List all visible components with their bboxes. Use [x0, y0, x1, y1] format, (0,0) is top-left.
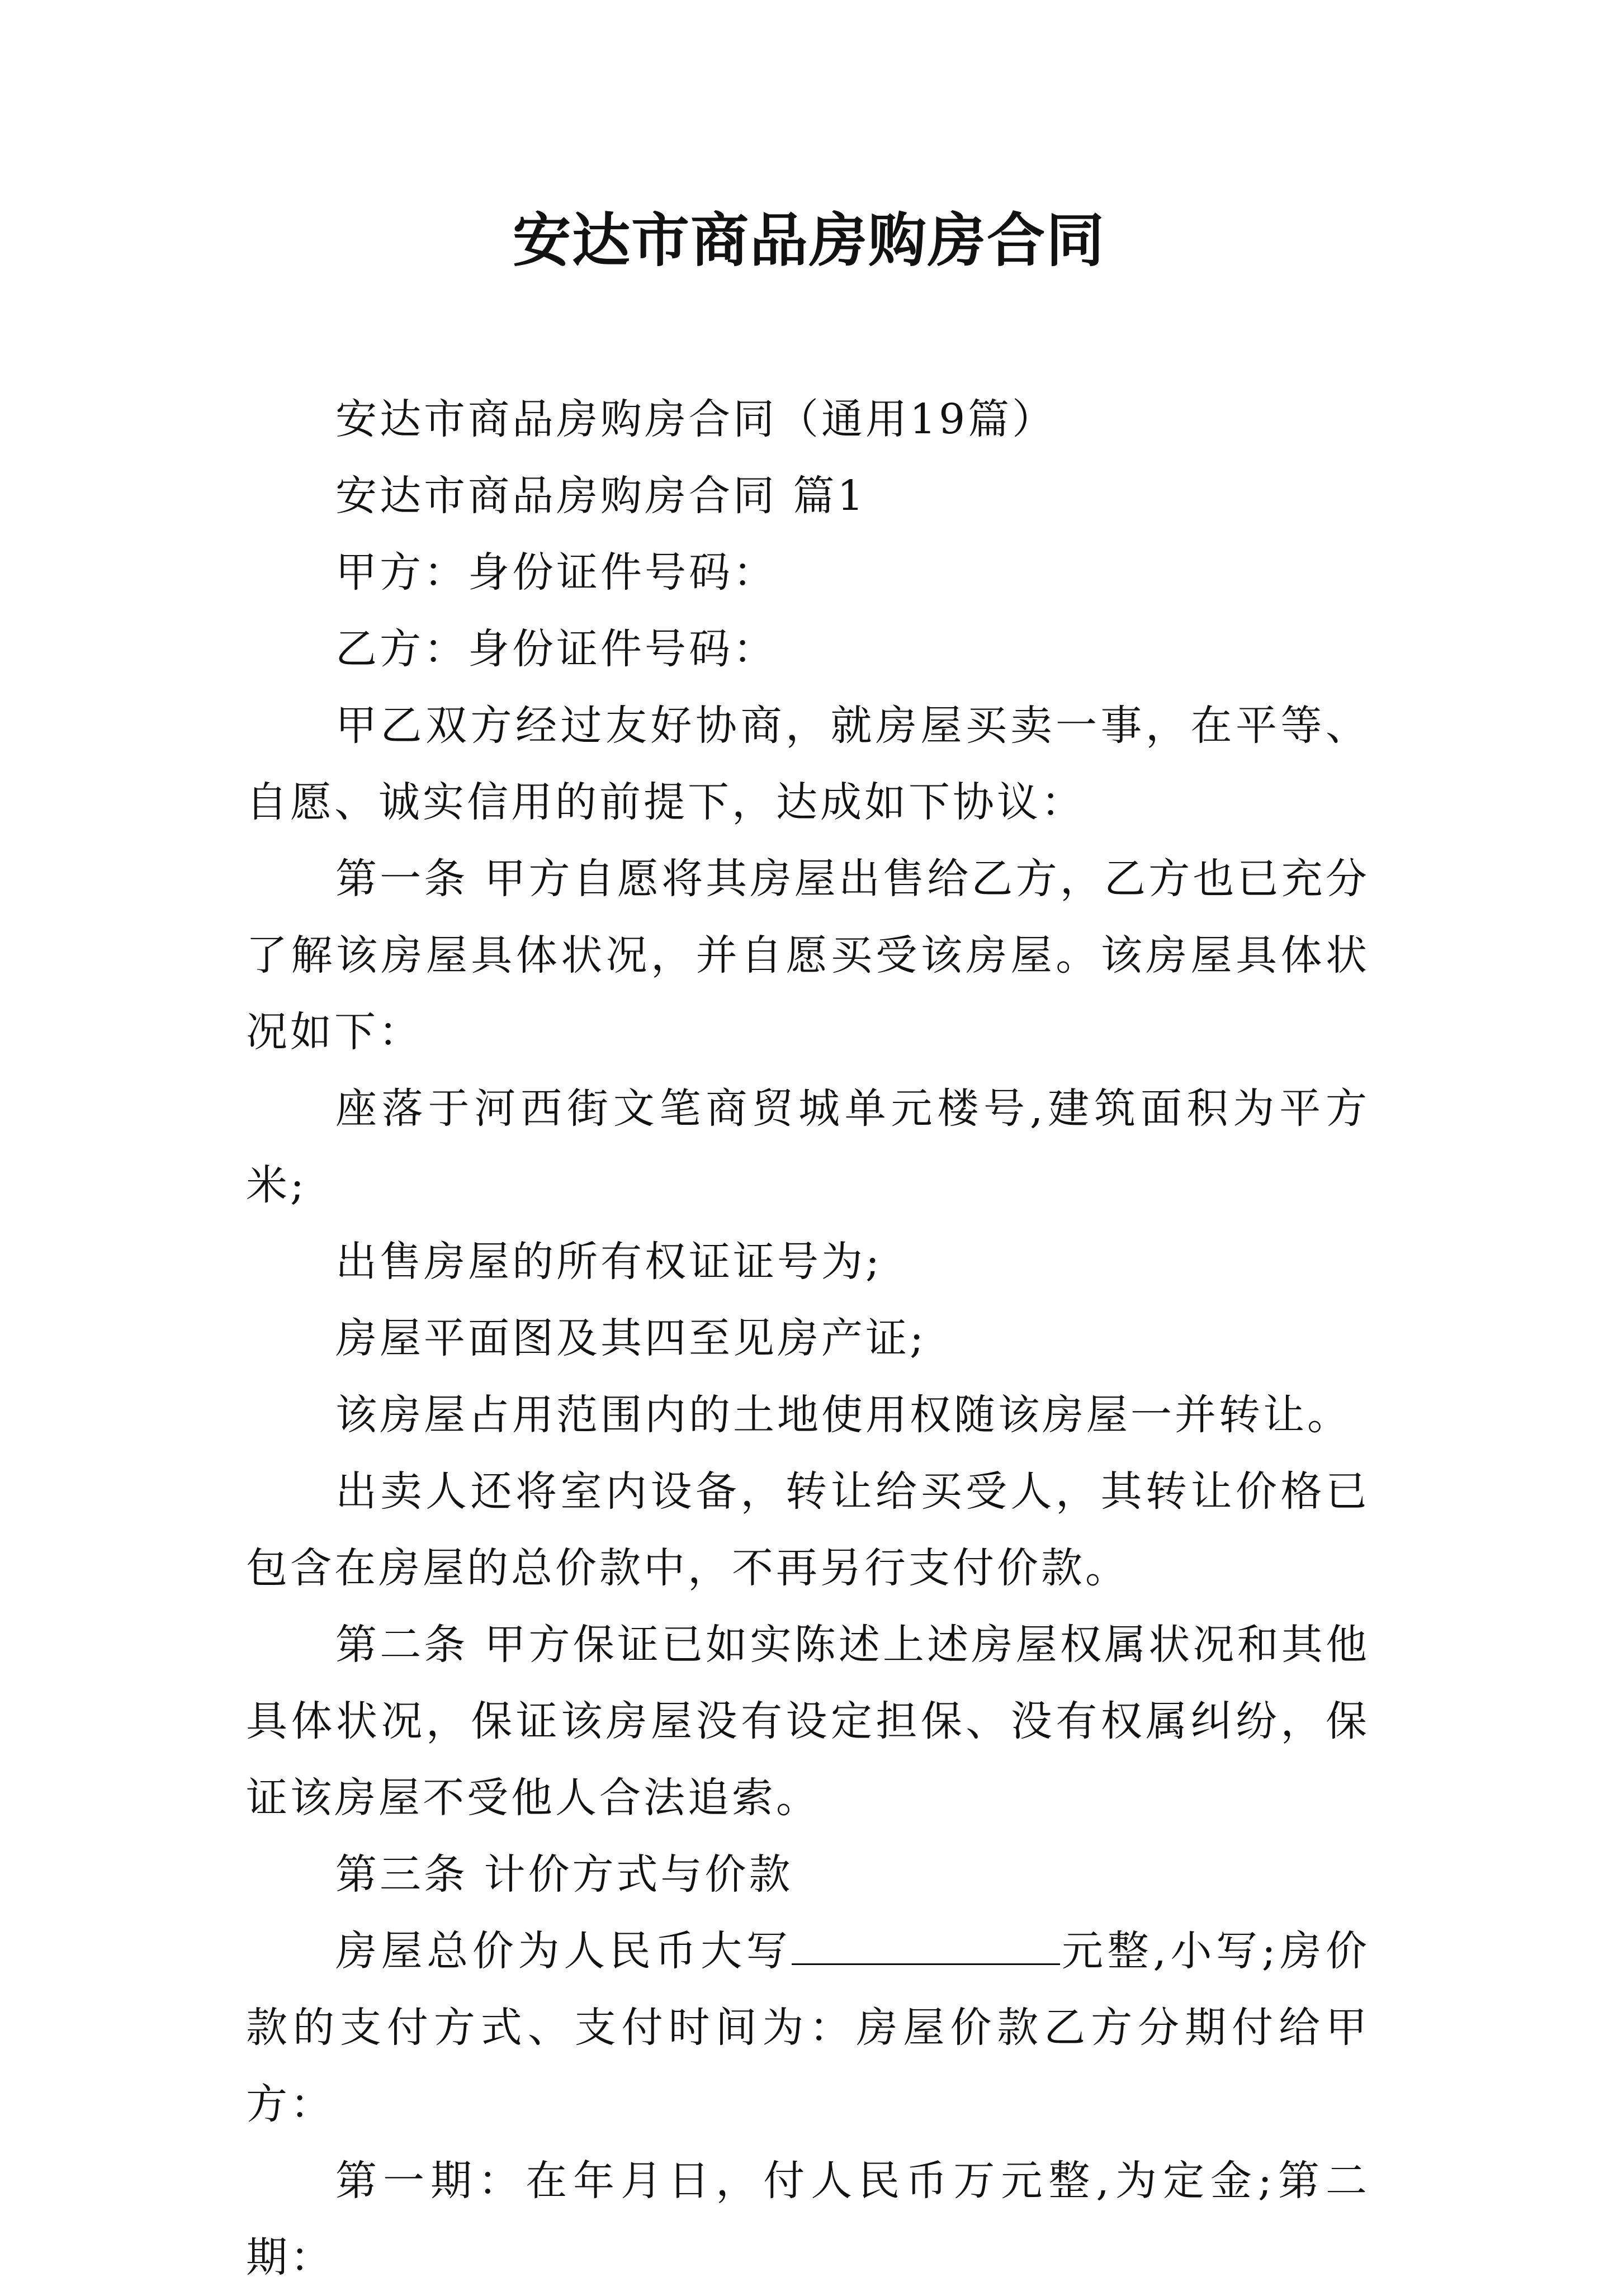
article-3-heading: 第三条 计价方式与价款 [335, 1850, 793, 1899]
land-use-paragraph: 该房屋占用范围内的土地使用权随该房屋一并转让。 [335, 1391, 1351, 1439]
party-b-line: 乙方：身份证件号码： [335, 625, 777, 673]
price-blank-field [792, 1930, 1060, 1965]
section-heading: 安达市商品房购房合同 篇1 [335, 472, 867, 520]
floor-plan-paragraph: 房屋平面图及其四至见房产证; [335, 1314, 926, 1362]
certificate-paragraph: 出售房屋的所有权证证号为; [335, 1238, 882, 1286]
subtitle-paragraph: 安达市商品房购房合同（通用19篇） [335, 395, 1057, 443]
article-2-paragraph: 第二条 甲方保证已如实陈述上述房屋权属状况和其他具体状况，保证该房屋没有设定担保、没有权属纠纷，保证该房屋不受他人合法追索。 [246, 1621, 1370, 1822]
document-body [246, 381, 1370, 2296]
location-paragraph: 座落于河西街文笔商贸城单元楼号,建筑面积为平方米; [246, 1085, 1370, 1209]
document-title: 安达市商品房购房合同 [512, 206, 1105, 274]
price-text-after: 元整,小写;房价款的支付方式、支付时间为：房屋价款乙方分期付给甲方： [246, 1927, 1370, 2128]
article-1-paragraph: 第一条 甲方自愿将其房屋出售给乙方，乙方也已充分了解该房屋具体状况，并自愿买受该房屋。该房屋具体状况如下： [246, 855, 1370, 1056]
equipment-paragraph: 出卖人还将室内设备，转让给买受人，其转让价格已包含在房屋的总价款中，不再另行支付价款。 [246, 1467, 1370, 1592]
price-paragraph [246, 1913, 1370, 2143]
preamble-paragraph: 甲乙双方经过友好协商，就房屋买卖一事，在平等、自愿、诚实信用的前提下，达成如下协议： [246, 702, 1370, 826]
installment-paragraph: 第一期：在年月日，付人民币万元整,为定金;第二期： [246, 2157, 1370, 2281]
party-a-line: 甲方：身份证件号码： [335, 548, 777, 597]
price-text-before: 房屋总价为人民币大写 [335, 1927, 792, 1975]
